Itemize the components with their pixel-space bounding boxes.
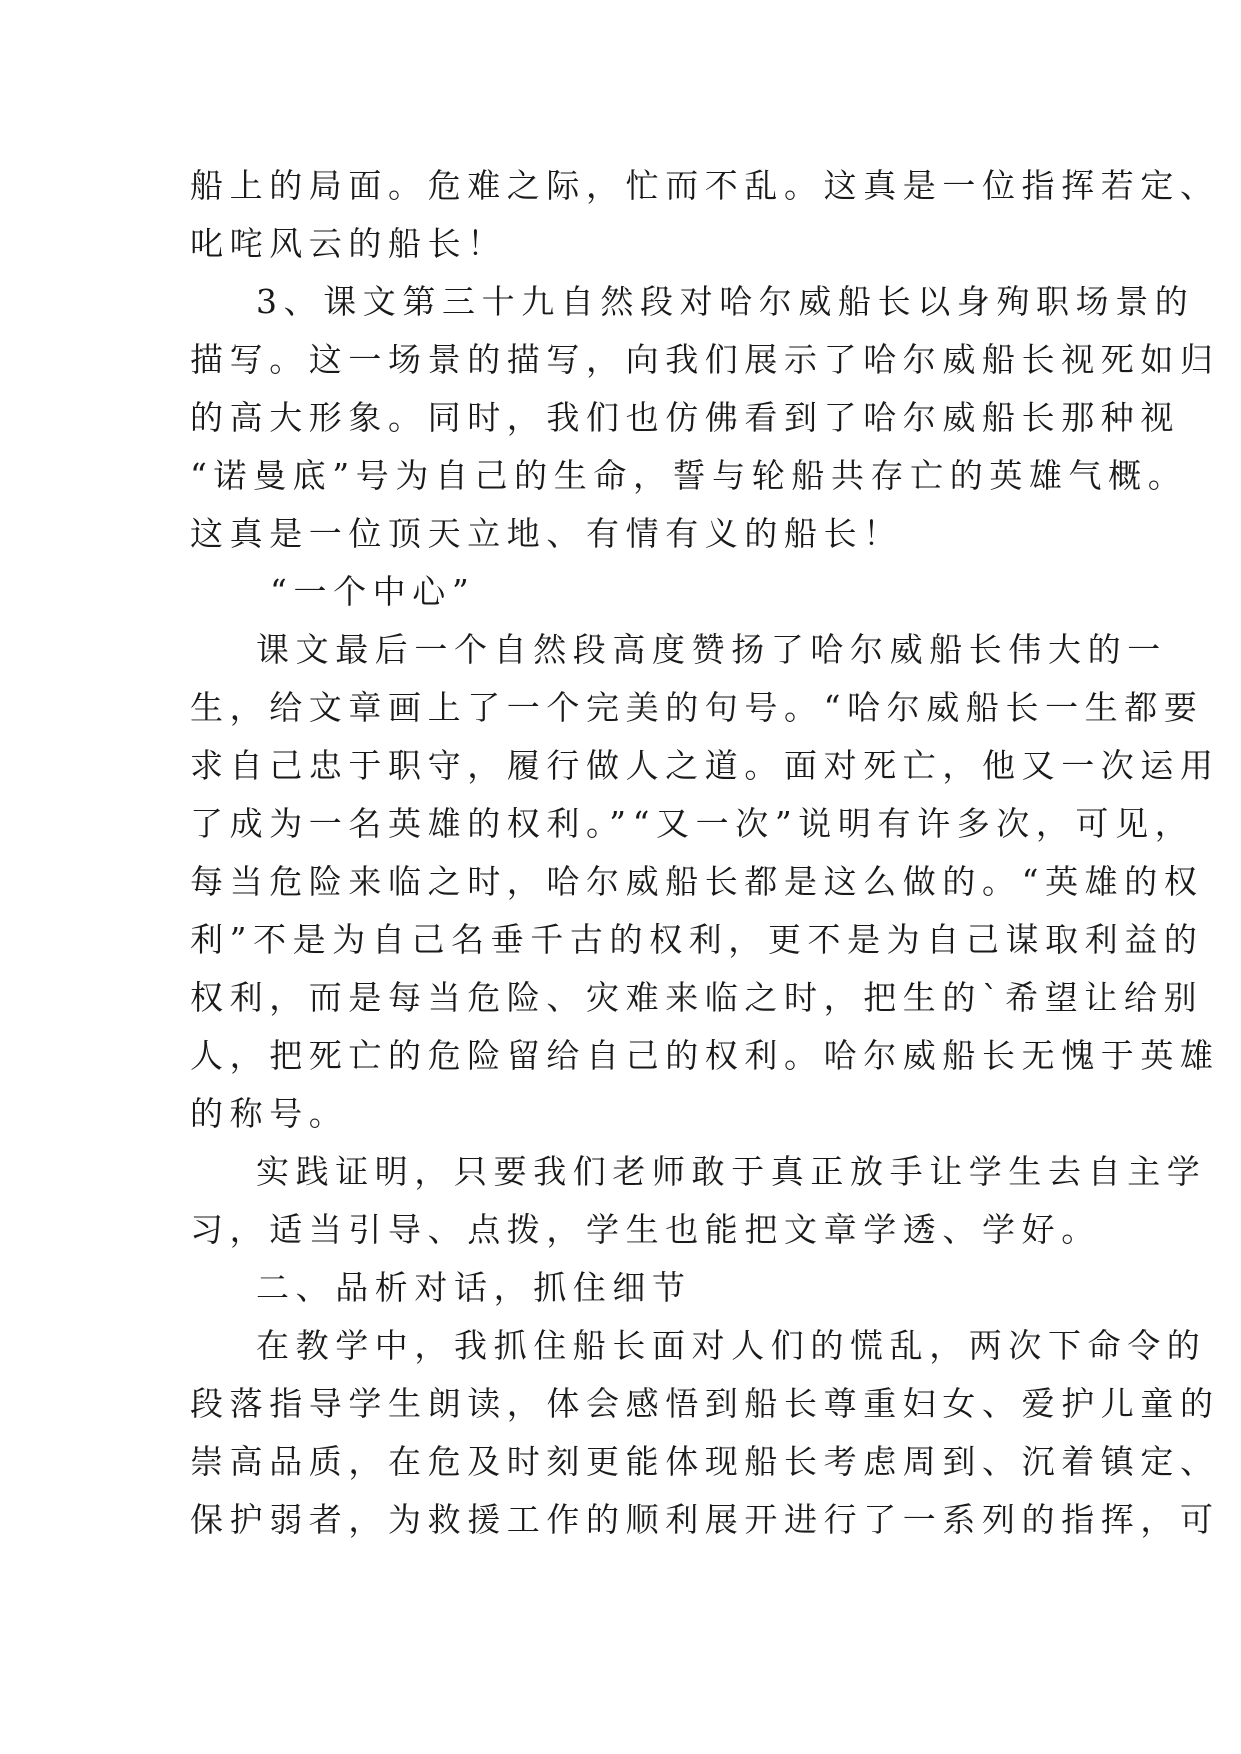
text-line: 段落指导学生朗读，体会感悟到船长尊重妇女、爱护儿童的 (190, 1384, 1220, 1423)
text-line: 在教学中，我抓住船长面对人们的慌乱，两次下命令的 (256, 1326, 1207, 1365)
text-line: 3、课文第三十九自然段对哈尔威船长以身殉职场景的 (256, 282, 1195, 321)
text-line: 的高大形象。同时，我们也仿佛看到了哈尔威船长那种视 (190, 398, 1180, 437)
text-line: 权利，而是每当危险、灾难来临之时，把生的`希望让给别 (190, 978, 1204, 1017)
text-line: 叱咤风云的船长！ (190, 224, 507, 263)
text-line: 课文最后一个自然段高度赞扬了哈尔威船长伟大的一 (256, 630, 1167, 669)
text-line: 描写。这一场景的描写，向我们展示了哈尔威船长视死如归 (190, 340, 1220, 379)
text-line: “诺曼底”号为自己的生命，誓与轮船共存亡的英雄气概。 (190, 456, 1188, 495)
text-line: 了成为一名英雄的权利。”“又一次”说明有许多次，可见， (190, 804, 1195, 843)
section-heading: “一个中心” (270, 572, 476, 611)
text-line: 船上的局面。危难之际，忙而不乱。这真是一位指挥若定、 (190, 166, 1220, 205)
text-line: 的称号。 (190, 1094, 349, 1133)
text-line: 这真是一位顶天立地、有情有义的船长！ (190, 514, 903, 553)
text-line: 人，把死亡的危险留给自己的权利。哈尔威船长无愧于英雄 (190, 1036, 1220, 1075)
text-line: 实践证明，只要我们老师敢于真正放手让学生去自主学 (256, 1152, 1207, 1191)
text-line: 利”不是为自己名垂千古的权利，更不是为自己谋取利益的 (190, 920, 1204, 959)
document-body (190, 157, 1220, 1549)
text-line: 崇高品质，在危及时刻更能体现船长考虑周到、沉着镇定、 (190, 1442, 1220, 1481)
section-heading: 二、品析对话，抓住细节 (256, 1268, 692, 1307)
text-line: 生，给文章画上了一个完美的句号。“哈尔威船长一生都要 (190, 688, 1204, 727)
text-line: 保护弱者，为救援工作的顺利展开进行了一系列的指挥，可 (190, 1500, 1220, 1539)
text-line: 求自己忠于职守，履行做人之道。面对死亡，他又一次运用 (190, 746, 1220, 785)
text-line: 习，适当引导、点拨，学生也能把文章学透、学好。 (190, 1210, 1101, 1249)
text-line: 每当危险来临之时，哈尔威船长都是这么做的。“英雄的权 (190, 862, 1204, 901)
